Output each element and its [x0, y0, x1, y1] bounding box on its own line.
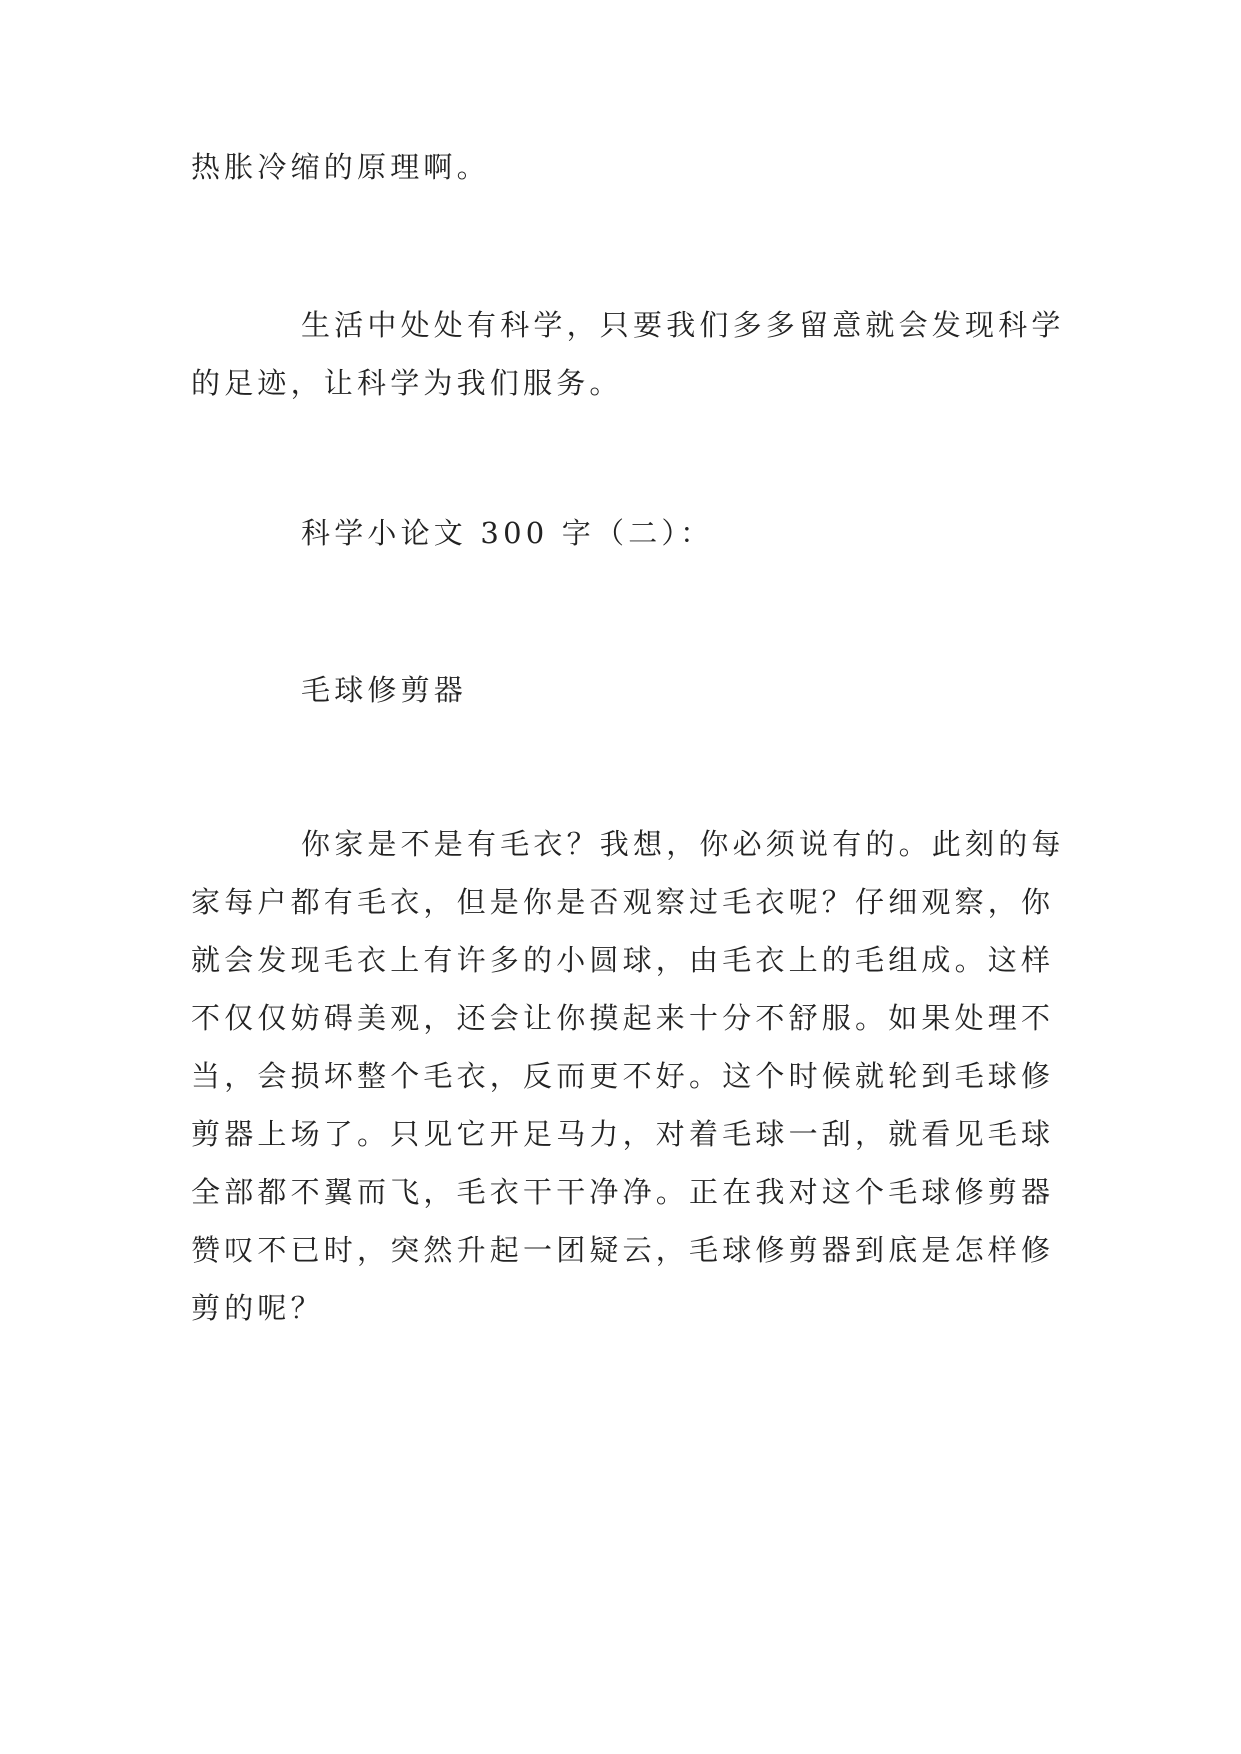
paragraph-line: 剪的呢？ — [191, 1291, 324, 1325]
paragraph-line: 家每户都有毛衣，但是你是否观察过毛衣呢？仔细观察，你 — [191, 885, 1055, 919]
paragraph-line: 剪器上场了。只见它开足马力，对着毛球一刮，就看见毛球 — [191, 1117, 1055, 1151]
article-title-text: 毛球修剪器 — [301, 673, 468, 707]
section-heading — [191, 504, 1061, 562]
paragraph-line: 的足迹，让科学为我们服务。 — [191, 366, 623, 400]
paragraph-continuation — [191, 138, 1061, 196]
article-title — [191, 661, 1061, 719]
paragraph-science-everywhere — [191, 296, 1065, 412]
paragraph-line: 当，会损坏整个毛衣，反而更不好。这个时候就轮到毛球修 — [191, 1059, 1055, 1093]
paragraph-line: 就会发现毛衣上有许多的小圆球，由毛衣上的毛组成。这样 — [191, 943, 1055, 977]
paragraph-line: 赞叹不已时，突然升起一团疑云，毛球修剪器到底是怎样修 — [191, 1233, 1055, 1267]
paragraph-line: 生活中处处有科学，只要我们多多留意就会发现科学 — [301, 308, 1065, 342]
section-heading-text: 科学小论文 300 字（二）： — [301, 516, 714, 550]
paragraph-line: 你家是不是有毛衣？我想，你必须说有的。此刻的每 — [301, 827, 1065, 861]
paragraph-sweater-pilling — [191, 815, 1065, 1337]
paragraph-line: 不仅仅妨碍美观，还会让你摸起来十分不舒服。如果处理不 — [191, 1001, 1055, 1035]
paragraph-line: 热胀冷缩的原理啊。 — [191, 150, 490, 184]
paragraph-line: 全部都不翼而飞，毛衣干干净净。正在我对这个毛球修剪器 — [191, 1175, 1055, 1209]
